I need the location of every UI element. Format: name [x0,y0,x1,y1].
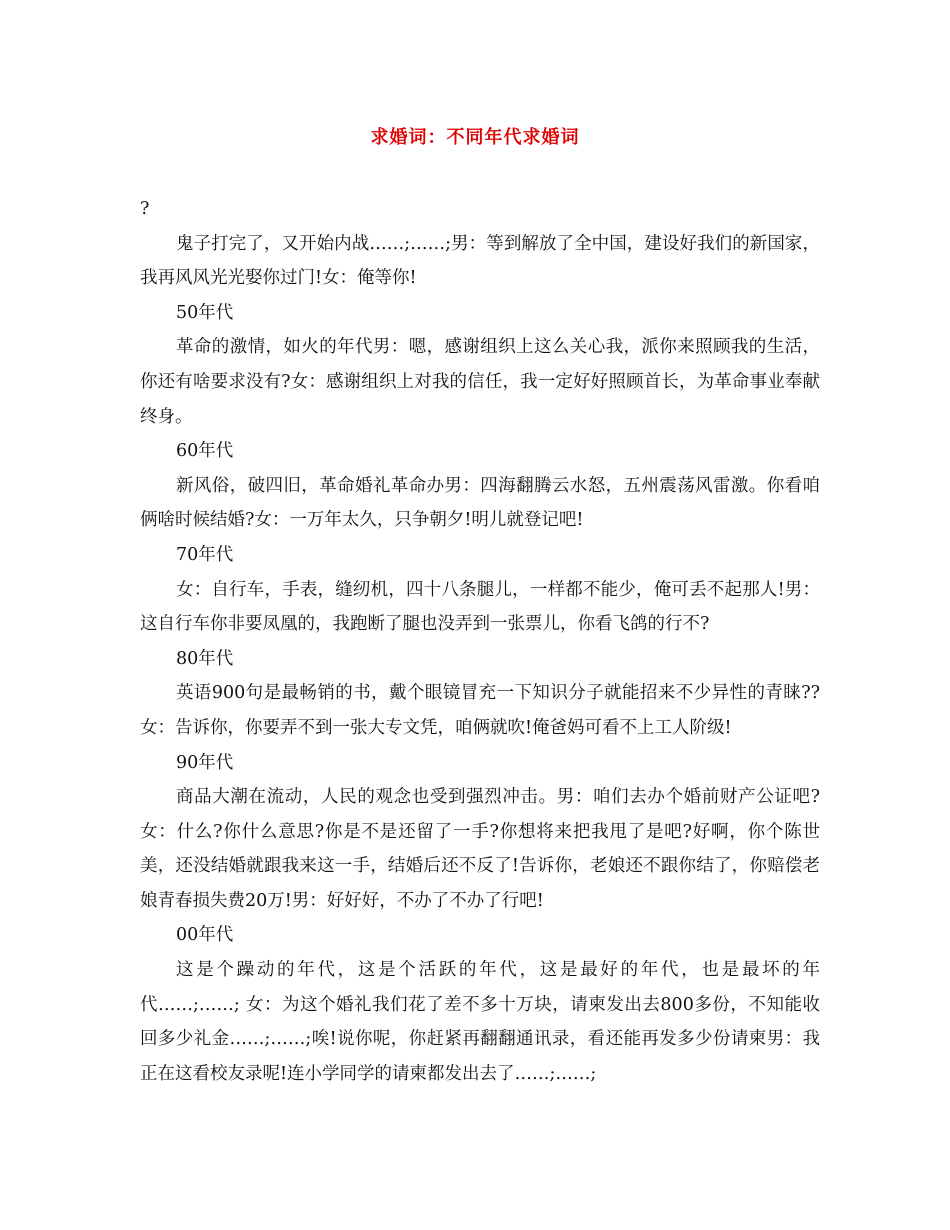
heading-70s: 70年代 [176,544,234,565]
lead-question-mark: ? [140,199,150,219]
paragraph-80s: 英语900句是最畅销的书，戴个眼镜冒充一下知识分子就能招来不少异性的青睐?? 女：告诉你，你要弄不到一张大专文凭，咱俩就吹!俺爸妈可看不上工人阶级! [140,683,820,738]
paragraph-intro: 鬼子打完了，又开始内战……;……;男：等到解放了全中国，建设好我们的新国家，我再风风光光娶你过门!女：俺等你! [140,233,820,289]
heading-50s: 50年代 [176,302,234,323]
heading-90s: 90年代 [176,752,234,773]
paragraph-50s: 革命的激情，如火的年代男：嗯，感谢组织上这么关心我，派你来照顾我的生活，你还有啥要求没有?女：感谢组织上对我的信任，我一定好好照顾首长，为革命事业奉献终身。 [140,337,820,427]
paragraph-60s: 新风俗，破四旧，革命婚礼革命办男：四海翻腾云水怒，五州震荡风雷激。你看咱俩啥时候结婚?女：一万年太久，只争朝夕!明儿就登记吧! [140,475,820,531]
heading-60s: 60年代 [176,441,234,462]
paragraph-70s: 女：自行车，手表，缝纫机，四十八条腿儿，一样都不能少，俺可丢不起那人!男：这自行车你非要凤凰的，我跑断了腿也没弄到一张票儿，你看飞鸽的行不? [140,579,820,635]
document-body [140,192,820,1091]
paragraph-90s: 商品大潮在流动，人民的观念也受到强烈冲击。男：咱们去办个婚前财产公证吧?女：什么?你什么意思?你是不是还留了一手?你想将来把我甩了是吧?好啊，你个陈世美，还没结婚就跟我来这一手，结婚后还不反了!告诉你，老娘还不跟你结了，你赔偿老娘青春损失费20万!男：好好好，不办了不办了行吧! [140,787,820,911]
heading-00s: 00年代 [176,925,234,946]
document-title: 求婚词：不同年代求婚词 [370,127,580,148]
paragraph-00s: 这是个躁动的年代，这是个活跃的年代，这是最好的年代，也是最坏的年代……;……; 女：为这个婚礼我们花了差不多十万块，请柬发出去800多份，不知能收回多少礼金……;……;唉!说你呢，你赶紧再翻翻通讯录，看还能再发多少份请柬男：我正在这看校友录呢!连小学同学的请柬都发出去了……;……; [140,960,820,1084]
heading-80s: 80年代 [176,648,234,669]
